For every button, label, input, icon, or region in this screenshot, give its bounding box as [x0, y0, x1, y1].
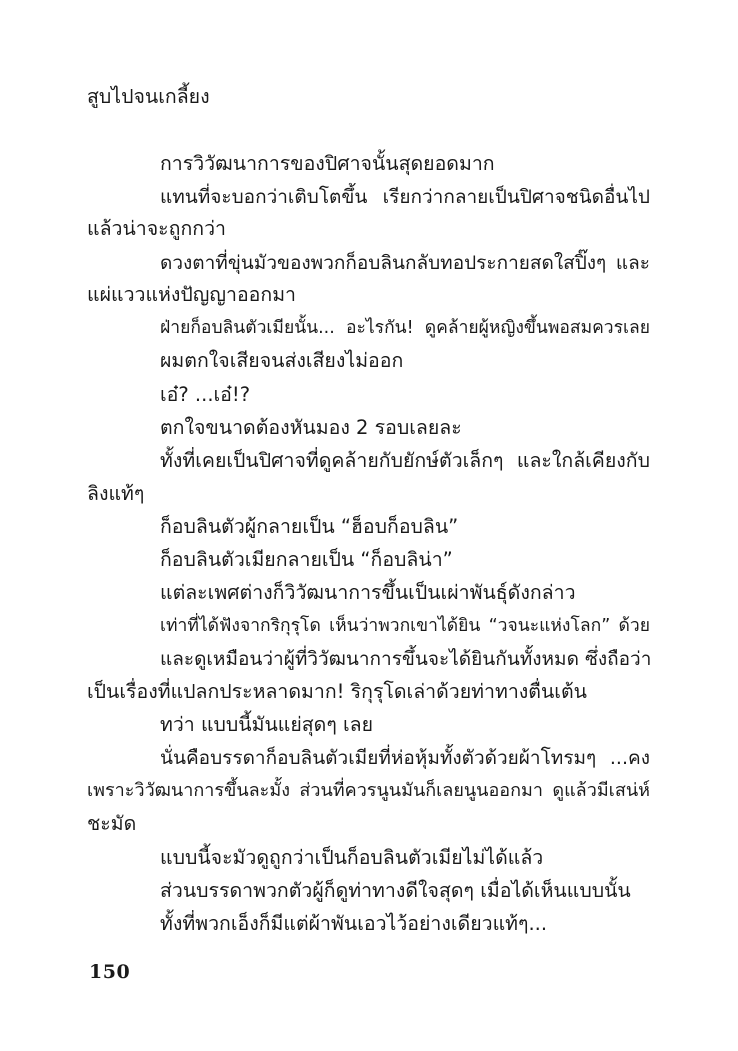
text-line: และดูเหมือนว่าผู้ที่วิวัฒนาการขึ้นจะได้ยินกันทั้งหมด ซึ่งถือว่า: [160, 648, 652, 670]
text-line: ส่วนบรรดาพวกตัวผู้ก็ดูท่าทางดีใจสุดๆ เมื่อได้เห็นแบบนั้น: [160, 879, 631, 902]
text-line: สูบไปจนเกลี้ยง: [87, 85, 210, 108]
text-line: ก็อบลินตัวเมียกลายเป็น “ก็อบลิน่า”: [160, 548, 453, 571]
text-line: แต่ละเพศต่างก็วิวัฒนาการขึ้นเป็นเผ่าพันธุ์ดังกล่าว: [160, 581, 576, 604]
text-line: ชะมัด: [87, 812, 137, 835]
text-line: ก็อบลินตัวผู้กลายเป็น “ฮ็อบก็อบลิน”: [160, 515, 459, 538]
text-line: แทนที่จะบอกว่าเติบโตขึ้น เรียกว่ากลายเป็นปิศาจชนิดอื่นไป: [160, 186, 650, 208]
text-line: ผมตกใจเสียจนส่งเสียงไม่ออก: [160, 349, 404, 372]
text-line: ทว่า แบบนี้มันแย่สุดๆ เลย: [160, 713, 374, 736]
text-line: ดวงตาที่ขุ่นมัวของพวกก็อบลินกลับทอประกายสดใสปิ๊งๆ และ: [160, 252, 650, 274]
text-line: เอ๋? ...เอ๋!?: [160, 383, 251, 406]
text-line: การวิวัฒนาการของปิศาจนั้นสุดยอดมาก: [160, 152, 495, 175]
text-line: แล้วน่าจะถูกกว่า: [87, 217, 226, 240]
text-line: เพราะวิวัฒนาการขึ้นละมั้ง ส่วนที่ควรนูนมันก็เลยนูนออกมา ดูแล้วมีเสน่ห์: [87, 780, 650, 801]
text-line: ฝ่ายก็อบลินตัวเมียนั้น... อะไรกัน! ดูคล้ายผู้หญิงขึ้นพอสมควรเลย: [160, 318, 650, 338]
text-line: นั่นคือบรรดาก็อบลินตัวเมียที่ห่อหุ้มทั้งตัวด้วยผ้าโทรมๆ ...คง: [160, 747, 650, 769]
text-line: แบบนี้จะมัวดูถูกว่าเป็นก็อบลินตัวเมียไม่ได้แล้ว: [160, 846, 544, 869]
text-line: เป็นเรื่องที่แปลกประหลาดมาก! ริกุรุโดเล่าด้วยท่าทางตื่นเต้น: [87, 680, 587, 703]
text-line: ลิงแท้ๆ: [87, 482, 145, 505]
text-line: ตกใจขนาดต้องหันมอง 2 รอบเลยละ: [160, 416, 462, 439]
text-line: แผ่แววแห่งปัญญาออกมา: [87, 283, 296, 306]
text-line: เท่าที่ได้ฟังจากริกุรุโด เห็นว่าพวกเขาได้ยิน “วจนะแห่งโลก” ด้วย: [160, 616, 650, 636]
text-line: ทั้งที่พวกเอ็งก็มีแต่ผ้าพันเอวไว้อย่างเดียวแท้ๆ...: [160, 912, 548, 935]
text-line: ทั้งที่เคยเป็นปิศาจที่ดูคล้ายกับยักษ์ตัวเล็กๆ และใกล้เคียงกับ: [160, 449, 650, 472]
page-number: 150: [89, 961, 131, 983]
